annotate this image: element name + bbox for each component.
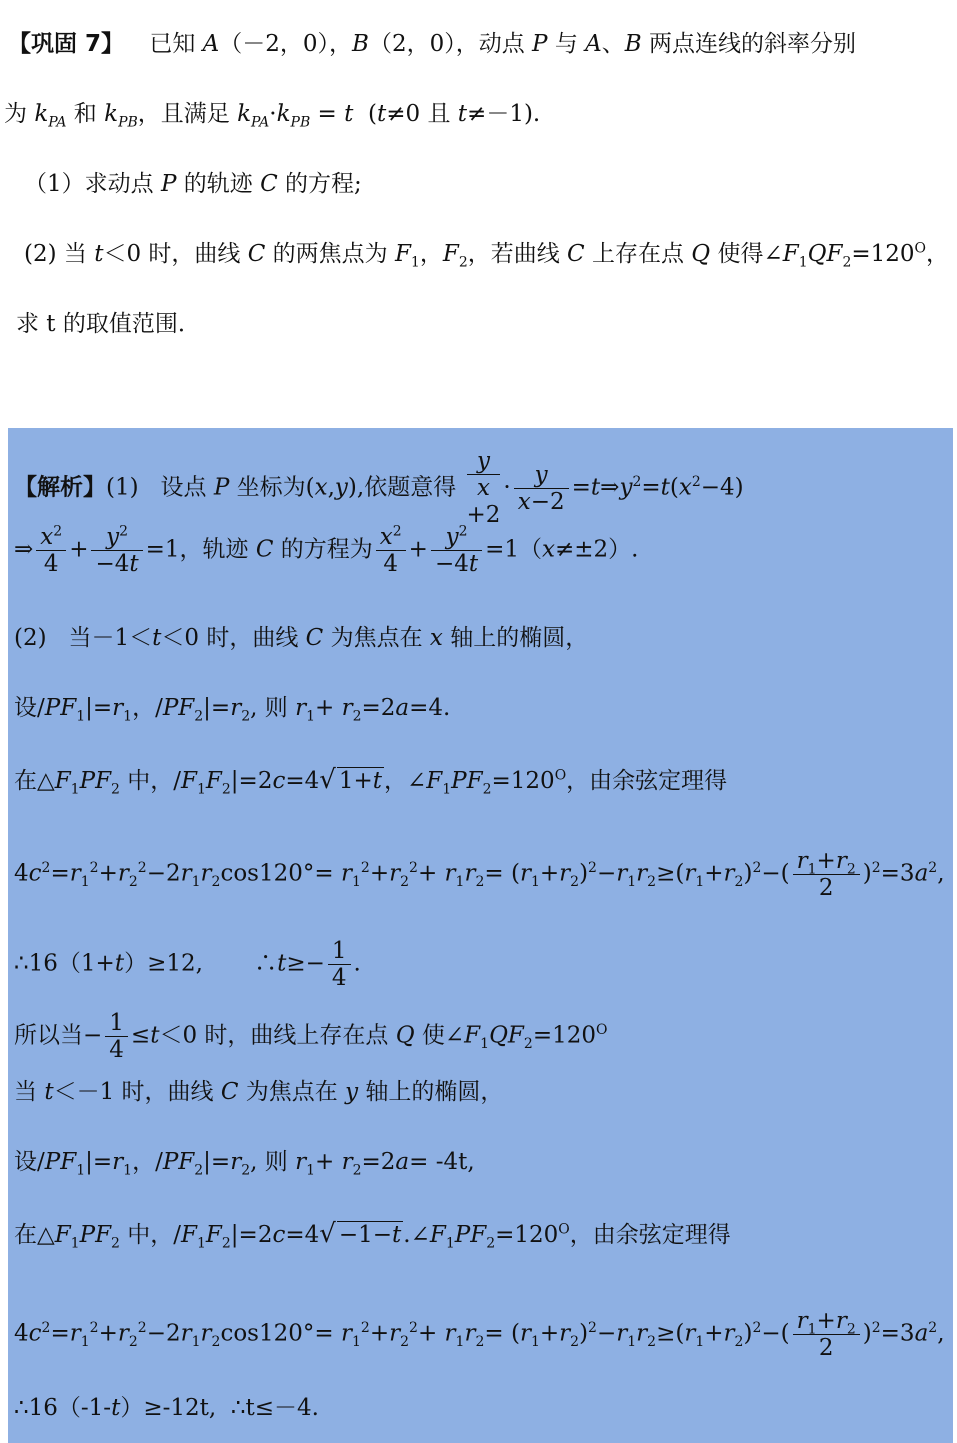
solution-line-3: (2) 当－1＜t＜0 时，曲线 C 为焦点在 x 轴上的椭圆， <box>14 625 589 651</box>
solution-line-4: 设$/PF_1|=r_1$，$/PF_2|=r_2$, 则 $r_1+ r_2=2a=4$. <box>14 695 451 725</box>
solution-line-12: $4c^2=r_1^2+r_2^2-2r_1r_2\cos 120^\circ= r_1^2+r_2^2+ r_1r_2= (r_1+r_2)^2-r_1r_2\ge(r_1+r_2)^2-$( $\frac{r_1+r_2}{2}$ )$^2=3a^2$, <box>14 1308 945 1361</box>
solution-line-2: ⇒ $\frac{x^2}{4}$ + $\frac{y^2}{-4t}$ =1，轨迹 C 的方程为 $\frac{x^2}{4}$ + $\frac{y^2}{-4t}$ =1（x≠±2）. <box>14 523 639 577</box>
solution-panel <box>8 428 953 1443</box>
solution-line-1: 【解析】(1) 设点 P 坐标为(x,y),依题意得 y x +2· $\frac{y}{x-2}$ $=t\Rightarrow y^2=t(x^2-4)$ <box>14 448 744 528</box>
solution-line-10: 设$/PF_1|=r_1$，$/PF_2|=r_2$, 则 $r_1+ r_2=2a= -4t$, <box>14 1149 475 1179</box>
problem-part-1: （1）求动点 P 的轨迹 C 的方程; <box>24 171 362 197</box>
solution-line-7: ∴16（1+t）≥12, ∴t≥− $\frac{1}{4}$ . <box>14 938 361 991</box>
solution-line-8: 所以当− $\frac{1}{4}$ ≤t＜0 时，曲线上存在点 Q 使$\angle F_1QF_2=120^O$ <box>14 1010 608 1063</box>
solution-line-11: 在$\triangle F_1PF_2$ 中，$/F_1F_2|=2c=4√$ $-1-t.\angle F_1PF_2=120^O$，由余弦定理得 <box>14 1219 731 1252</box>
solution-line-6: $4c^2=r_1^2+r_2^2-2r_1r_2\cos 120^\circ= r_1^2+r_2^2+ r_1r_2= (r_1+r_2)^2-r_1r_2\ge(r_1+r_2)^2-$( $\frac{r_1+r_2}{2}$ )$^2=3a^2$, <box>14 848 945 901</box>
problem-part-2: (2) 当 t＜0 时，曲线 C 的两焦点为 $F_1$，$F_2$，若曲线 C 上存在点 Q 使得$\angle F_1QF_2=120^O$， <box>24 240 950 271</box>
solution-line-13: ∴16（-1-t）≥-12t, ∴t≤－4. <box>14 1395 319 1421</box>
problem-line-2: 为 $k_{PA}$ 和 $k_{PB}$，且满足 $k_{PA}\cdot k_{PB} = t$ (t≠0 且 t≠－1). <box>4 101 541 131</box>
problem-part-2b: 求 t 的取值范围． <box>16 311 201 337</box>
solution-line-5: 在$\triangle F_1PF_2$ 中，$/F_1F_2|=2c=4√$ 1+t，$\angle F_1PF_2=120^O$，由余弦定理得 <box>14 765 728 798</box>
solution-tag: 【解析】 <box>14 474 106 501</box>
solution-line-9: 当 t＜－1 时，曲线 C 为焦点在 y 轴上的椭圆， <box>14 1079 504 1105</box>
problem-line-1: 【巩固 7】 已知 A（－2，0），B（2，0），动点 P 与 A、B 两点连线的斜率分别 <box>8 31 856 57</box>
problem-tag: 【巩固 7】 <box>8 31 125 57</box>
